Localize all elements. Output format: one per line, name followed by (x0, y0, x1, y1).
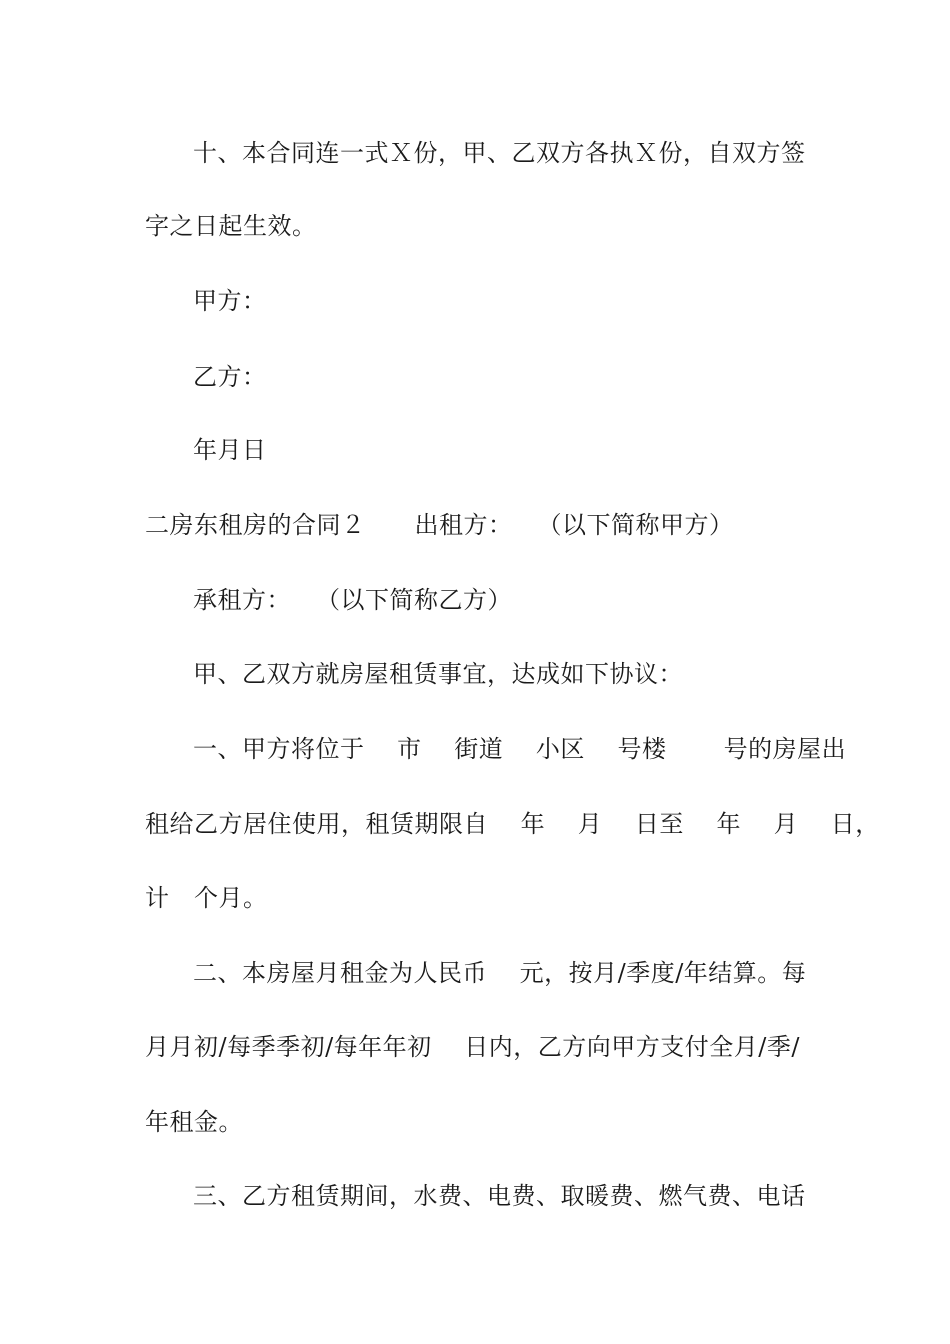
clause-one-line-1: 一、甲方将位于 市 街道 小区 号楼 号的房屋出 (193, 735, 847, 763)
agreement-intro: 甲、乙双方就房屋租赁事宜，达成如下协议： (193, 660, 683, 688)
lessee-line: 承租方： （以下简称乙方） (193, 586, 512, 614)
clause-three-line-1: 三、乙方租赁期间，水费、电费、取暖费、燃气费、电话 (193, 1182, 806, 1210)
clause-ten-line-2: 字之日起生效。 (145, 212, 317, 240)
clause-two-line-2: 月月初/每季季初/每年年初 日内，乙方向甲方支付全月/季/ (145, 1033, 800, 1061)
clause-two-line-3: 年租金。 (145, 1108, 243, 1136)
clause-ten-line-1: 十、本合同连一式Ｘ份，甲、乙双方各执Ｘ份，自双方签 (193, 139, 806, 167)
party-a-signature-label: 甲方： (193, 287, 267, 315)
party-b-signature-label: 乙方： (193, 363, 267, 391)
signature-date-label: 年月日 (193, 436, 267, 464)
clause-two-line-1: 二、本房屋月租金为人民币 元，按月/季度/年结算。每 (193, 959, 807, 987)
clause-one-line-3: 计 个月。 (145, 884, 268, 912)
clause-one-line-2: 租给乙方居住使用，租赁期限自 年 月 日至 年 月 日， (145, 810, 880, 838)
contract-title-and-lessor: 二房东租房的合同２ 出租方： （以下简称甲方） (145, 511, 734, 539)
